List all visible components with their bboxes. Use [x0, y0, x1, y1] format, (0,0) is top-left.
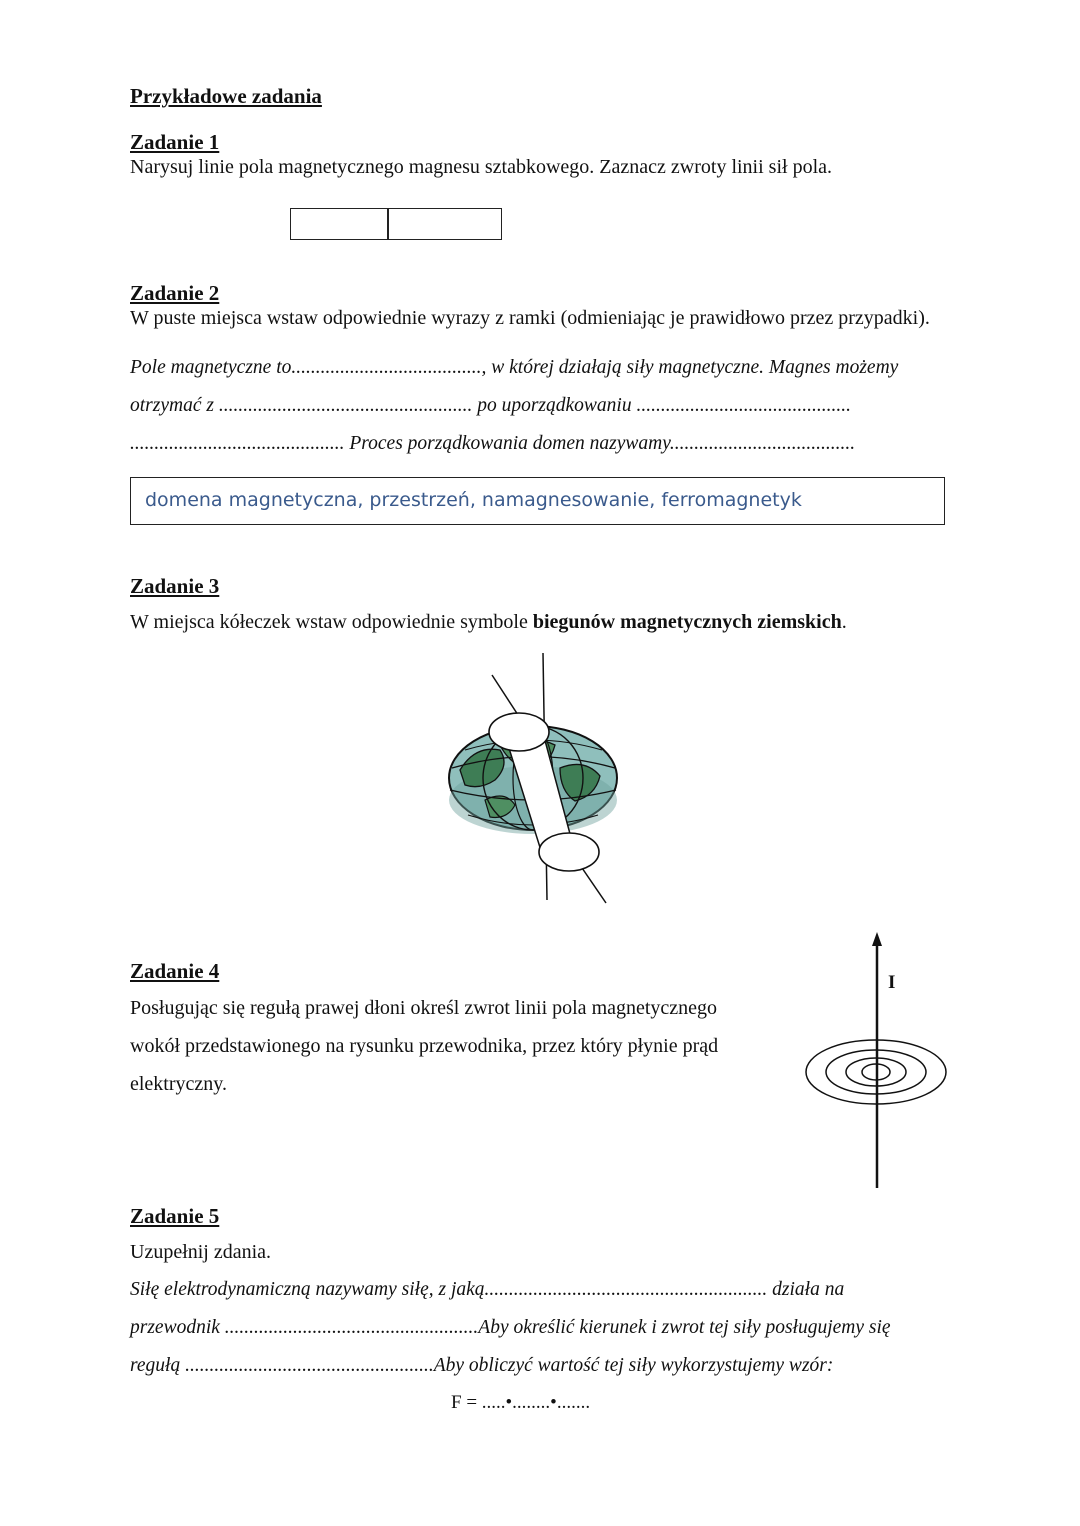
task4-text-line-2: wokół przedstawionego na rysunku przewodnika, przez który płynie prąd — [130, 1035, 719, 1057]
task1-text: Narysuj linie pola magnetycznego magnesu sztabkowego. Zaznacz zwroty linii sił pola. — [130, 156, 833, 178]
task2-text: W puste miejsca wstaw odpowiednie wyrazy z ramki (odmieniając je prawidłowo przez przypadki). — [130, 307, 930, 329]
bar-magnet-divider — [387, 209, 389, 239]
task5-blank-line-3: regułą ...................................................Aby obliczyć wartość tej siły wykorzystujemy wzór: — [130, 1355, 834, 1376]
task2-blank-line-2: otrzymać z .................................................... po uporządkowaniu ............................................ — [130, 395, 851, 416]
conductor-field-drawing — [803, 930, 953, 1190]
current-label: I — [888, 972, 896, 993]
task2-blank-line-1: Pole magnetyczne to......................................., w której działają siły magnetyczne. Magnes możemy — [130, 357, 899, 378]
task1-title: Zadanie 1 — [130, 130, 220, 154]
task3-title: Zadanie 3 — [130, 574, 220, 598]
task4-text-line-1: Posługując się regułą prawej dłoni określ zwrot linii pola magnetycznego — [130, 997, 718, 1019]
task5-blank-line-2: przewodnik ....................................................Aby określić kierunek i zwrot tej siły posługujemy się — [130, 1317, 891, 1338]
word-box-text: domena magnetyczna, przestrzeń, namagnesowanie, ferromagnetyk — [145, 489, 802, 511]
task5-blank-line-1: Siłę elektrodynamiczną nazywamy siłę, z jaką.......................................................... działa na — [130, 1279, 845, 1300]
task5-title: Zadanie 5 — [130, 1204, 220, 1228]
current-arrow-icon — [872, 932, 882, 946]
force-formula: F = .....•........•....... — [451, 1392, 591, 1413]
task4-title: Zadanie 4 — [130, 959, 220, 983]
task3-text: W miejsca kółeczek wstaw odpowiednie symbole biegunów magnetycznych ziemskich. — [130, 611, 847, 633]
task4-text-line-3: elektryczny. — [130, 1073, 227, 1095]
task2-title: Zadanie 2 — [130, 281, 220, 305]
earth-globe-drawing — [440, 650, 640, 910]
pole-circle-top[interactable] — [489, 713, 549, 751]
page-heading: Przykładowe zadania — [130, 84, 322, 108]
task5-intro: Uzupełnij zdania. — [130, 1241, 272, 1263]
pole-circle-bottom[interactable] — [539, 833, 599, 871]
bar-magnet-drawing — [290, 208, 502, 240]
task2-blank-line-3: ............................................ Proces porządkowania domen nazywamy...................................... — [130, 433, 856, 454]
word-box — [130, 477, 945, 525]
